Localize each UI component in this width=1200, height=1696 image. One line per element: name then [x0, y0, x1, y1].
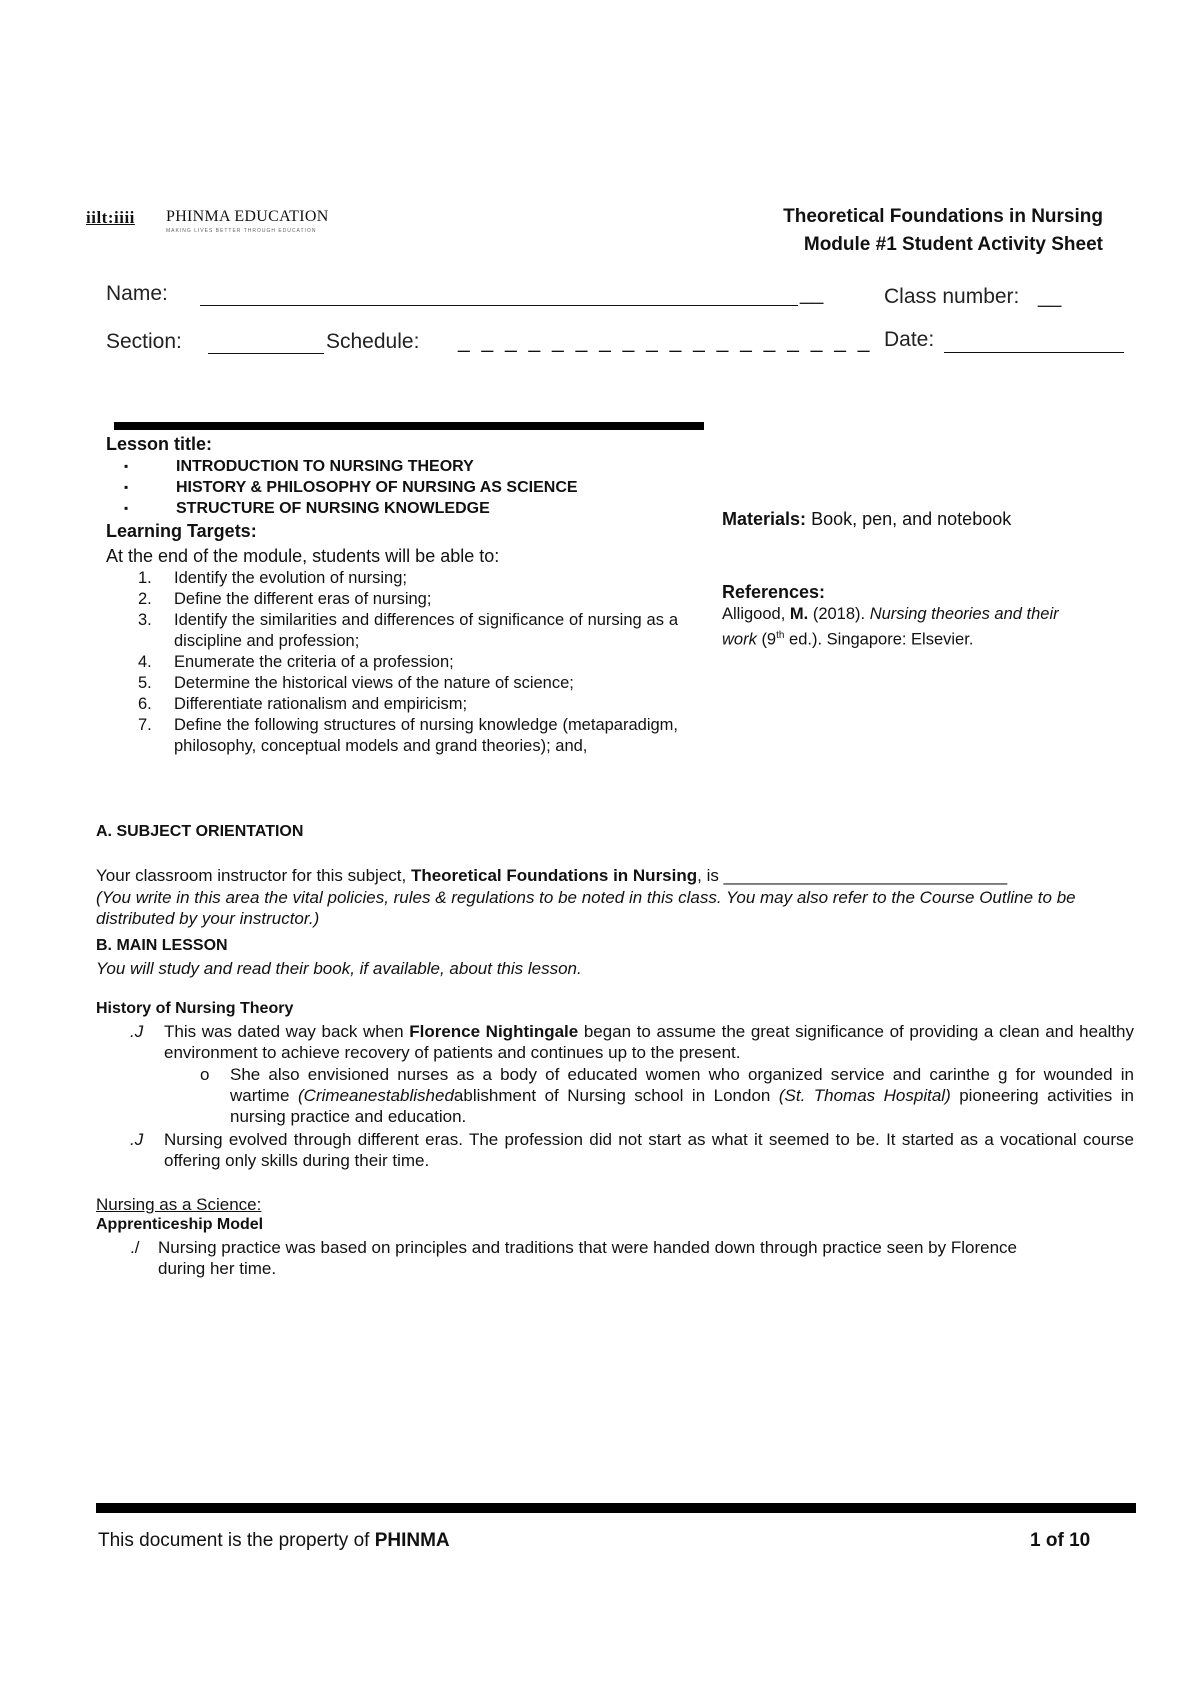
sheet-title: Module #1 Student Activity Sheet [803, 234, 1103, 255]
item-number: 2. [138, 590, 152, 608]
instructor-line-end: , is ______________________________ [697, 866, 1008, 885]
lesson-topic-list [124, 456, 578, 519]
learning-targets-list [138, 568, 678, 757]
list-item [138, 652, 678, 673]
item-text: Define the following structures of nursing knowledge (metaparadigm, philosophy, conceptual models and grand theories); and, [174, 716, 678, 755]
date-label: Date: [884, 328, 935, 351]
date-field[interactable] [944, 352, 1124, 353]
footer-divider [96, 1503, 1136, 1513]
reference-publisher: ed.). Singapore: Elsevier. [789, 630, 974, 649]
history-paragraph-2: Nursing evolved through different eras. The profession did not start as what it seemed to be. It started as a vocational course offering only skills during their time. [164, 1130, 1134, 1170]
item-number: 3. [138, 611, 152, 629]
class-number-field[interactable]: __ [1038, 285, 1062, 308]
reference-initial: M. [789, 605, 809, 623]
apprenticeship-heading: Apprenticeship Model [96, 1216, 264, 1233]
instructor-line [96, 865, 1136, 886]
sub-bullet-mark: o [200, 1065, 210, 1084]
references-heading: References: [722, 582, 826, 602]
apprenticeship-paragraph: Nursing practice was based on principles and traditions that were handed down through practice seen by Florence during her time. [158, 1238, 1017, 1278]
page-number [1030, 1530, 1090, 1552]
materials-value: Book, pen, and notebook [811, 509, 1012, 529]
history-p1-name: Florence Nightingale [409, 1022, 579, 1041]
section-divider [114, 422, 704, 430]
name-field[interactable] [200, 305, 798, 306]
list-item [138, 568, 678, 589]
item-number: 5. [138, 674, 152, 692]
reference-edition-sup: th [776, 630, 785, 641]
list-item [138, 694, 678, 715]
reference-edition: (9 [761, 630, 777, 649]
materials-label: Materials: [722, 509, 807, 529]
lesson-title-label: Lesson title: [106, 434, 213, 454]
logo-name: PHINMA EDUCATION [166, 208, 329, 225]
section-b-heading: B. MAIN LESSON [96, 937, 228, 954]
lesson-topic: ▪ HISTORY & PHILOSOPHY OF NURSING AS SCIENCE [124, 477, 578, 498]
section-label: Section: [106, 330, 182, 353]
section-field[interactable] [208, 353, 324, 354]
item-number: 6. [138, 695, 152, 713]
document-header [783, 203, 1103, 259]
reference-title: Nursing theories and their work [722, 605, 1059, 649]
list-item [138, 673, 678, 694]
item-number: 4. [138, 653, 152, 671]
instructor-line-start: Your classroom instructor for this subject, [96, 866, 407, 885]
logo-mark: iilt:iiii [86, 208, 135, 227]
footer-property-owner: PHINMA [374, 1530, 450, 1551]
bullet-mark: .J [130, 1130, 144, 1149]
reference-entry [722, 604, 1092, 651]
history-sub-start: She also envisioned nurses as a body of educated women who organized service and carinthe g for wounded in wartime [230, 1065, 1134, 1105]
bullet-mark: ./ [130, 1238, 140, 1257]
learning-targets-heading: Learning Targets: [106, 521, 257, 541]
bullet-mark: .J [130, 1022, 144, 1041]
item-number: 1. [138, 569, 152, 587]
instructor-line-course: Theoretical Foundations in Nursing [410, 866, 698, 885]
list-item [138, 589, 678, 610]
item-text: Identify the similarities and differences of significance of nursing as a discipline and profession; [174, 611, 678, 650]
item-text: Enumerate the criteria of a profession; [174, 653, 454, 671]
item-text: Determine the historical views of the nature of science; [174, 674, 574, 692]
footer-property [98, 1530, 450, 1552]
section-b-intro: You will study and read their book, if available, about this lesson. [96, 959, 582, 978]
history-sub-italic-2: (St. Thomas Hospital) [778, 1086, 951, 1105]
science-heading: Nursing as a Science: [96, 1195, 262, 1214]
learning-targets-intro: At the end of the module, students will be able to: [106, 546, 500, 566]
history-sub-paragraph [230, 1064, 1134, 1127]
item-number: 7. [138, 716, 152, 734]
lesson-topic: ▪ STRUCTURE OF NURSING KNOWLEDGE [124, 498, 578, 519]
item-text: Identify the evolution of nursing; [174, 569, 407, 587]
reference-author: Alligood, [722, 605, 786, 623]
history-sub-italic-1: (Crimeanestablished [298, 1086, 454, 1105]
materials [722, 509, 1011, 530]
lesson-topic: ▪ INTRODUCTION TO NURSING THEORY [124, 456, 578, 477]
list-item [138, 610, 678, 652]
item-text: Define the different eras of nursing; [174, 590, 432, 608]
history-p1-end: began to assume the great significance of providing a clean and healthy environment to achieve recovery of patients and continues up to the present. [164, 1022, 1134, 1062]
schedule-field[interactable]: _ _ _ _ _ _ _ _ _ _ _ _ _ _ _ _ _ _ [458, 330, 873, 353]
history-heading: History of Nursing Theory [96, 1000, 294, 1017]
item-text: Differentiate rationalism and empiricism; [174, 695, 468, 713]
name-suffix: __ [800, 282, 824, 305]
history-sub-mid: ablishment of Nursing school in London [453, 1086, 771, 1105]
class-number-label: Class number: [884, 285, 1020, 308]
schedule-label: Schedule: [326, 330, 420, 353]
page-current: 1 [1030, 1530, 1041, 1551]
history-p1-start: This was dated way back when [164, 1022, 404, 1041]
course-title: Theoretical Foundations in Nursing [783, 206, 1103, 227]
footer-property-text: This document is the property of [98, 1530, 370, 1551]
history-paragraph-1 [164, 1021, 1134, 1063]
name-label: Name: [106, 282, 168, 305]
history-sub-end: pioneering activities in nursing practice and education. [230, 1086, 1134, 1126]
logo-tagline: MAKING LIVES BETTER THROUGH EDUCATION [166, 228, 317, 234]
section-a-note: (You write in this area the vital policies, rules & regulations to be noted in this class. You may also refer to the Course Outline to be distributed by your instructor.) [96, 888, 1076, 928]
section-a-heading: A. SUBJECT ORIENTATION [96, 823, 304, 840]
reference-year: (2018). [812, 605, 866, 623]
page-total: of 10 [1045, 1530, 1091, 1551]
list-item [138, 715, 678, 757]
